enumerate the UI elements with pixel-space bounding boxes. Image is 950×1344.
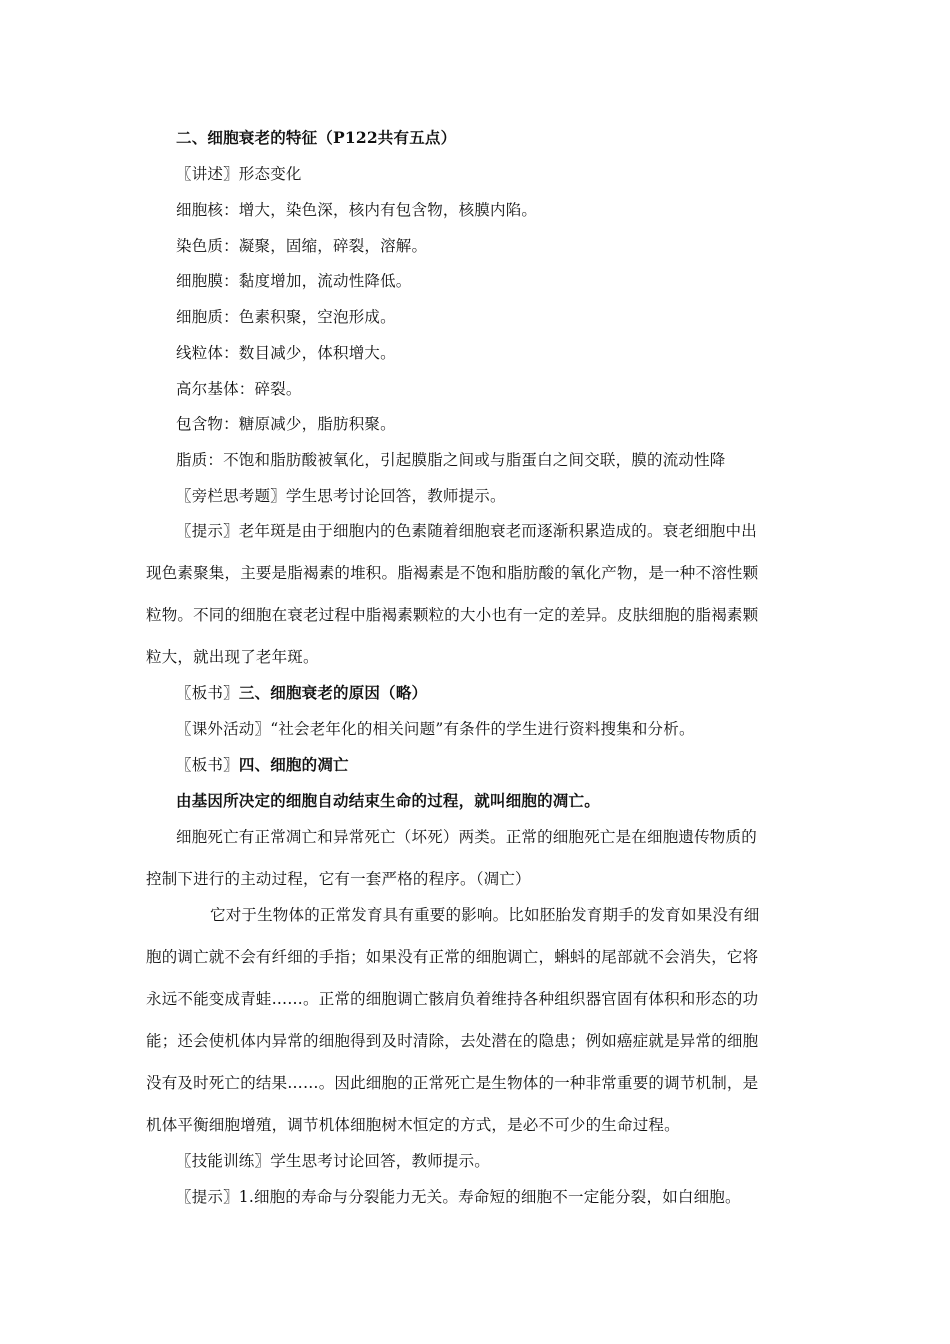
body-paragraph-line: 机体平衡细胞增殖，调节机体细胞树木恒定的方式，是必不可少的生命过程。 (146, 1116, 680, 1134)
apoptosis-definition: 由基因所决定的细胞自动结束生命的过程，就叫细胞的凋亡。 (176, 791, 600, 810)
item-cytoplasm: 细胞质：色素积聚，空泡形成。 (176, 308, 396, 326)
extracurricular-activity: 〖课外活动〗“社会老年化的相关问题”有条件的学生进行资料搜集和分析。 (176, 720, 695, 738)
board-label: 〖板书〗 (176, 756, 239, 774)
item-nucleus: 细胞核：增大，染色深，核内有包含物，核膜内陷。 (176, 201, 538, 219)
item-inclusions: 包含物：糖原减少，脂肪积聚。 (176, 415, 396, 433)
board-label: 〖板书〗 (176, 684, 239, 702)
sidebar-question: 〖旁栏思考题〗学生思考讨论回答，教师提示。 (176, 487, 506, 505)
lecture-morphology: 〖讲述〗形态变化 (176, 165, 302, 183)
heading-aging-features: 二、细胞衰老的特征（P122共有五点） (176, 128, 457, 147)
body-paragraph-line: 细胞死亡有正常凋亡和异常死亡（坏死）两类。正常的细胞死亡是在细胞遗传物质的 (176, 828, 757, 846)
body-paragraph-line: 它对于生物体的正常发育具有重要的影响。比如胚胎发育期手的发育如果没有细 (210, 906, 760, 924)
board-heading-apoptosis (176, 755, 349, 775)
item-chromatin: 染色质：凝聚，固缩，碎裂，溶解。 (176, 237, 428, 255)
item-cell-membrane: 细胞膜：黏度增加，流动性降低。 (176, 272, 412, 290)
board-title: 四、细胞的凋亡 (238, 755, 349, 774)
item-lipids: 脂质：不饱和脂肪酸被氧化，引起膜脂之间或与脂蛋白之间交联，膜的流动性降 (176, 451, 726, 469)
hint-paragraph-line: 粒物。不同的细胞在衰老过程中脂褐素颗粒的大小也有一定的差异。皮肤细胞的脂褐素颗 (146, 606, 759, 624)
hint-paragraph-line: 现色素聚集，主要是脂褐素的堆积。脂褐素是不饱和脂肪酸的氧化产物，是一种不溶性颗 (146, 564, 759, 582)
body-paragraph-line: 永远不能变成青蛙……。正常的细胞调亡骸肩负着维持各种组织器官固有体积和形态的功 (146, 990, 759, 1008)
body-paragraph-line: 能；还会使机体内异常的细胞得到及时清除，去处潜在的隐患；例如癌症就是异常的细胞 (146, 1032, 759, 1050)
hint-paragraph-line: 〖提示〗老年斑是由于细胞内的色素随着细胞衰老而逐渐积累造成的。衰老细胞中出 (176, 522, 757, 540)
skill-training: 〖技能训练〗学生思考讨论回答，教师提示。 (176, 1152, 491, 1170)
body-paragraph-line: 控制下进行的主动过程，它有一套严格的程序。（凋亡） (146, 870, 531, 888)
body-paragraph-line: 胞的调亡就不会有纤细的手指；如果没有正常的细胞调亡，蝌蚪的尾部就不会消失，它将 (146, 948, 759, 966)
hint-lifespan: 〖提示〗1.细胞的寿命与分裂能力无关。寿命短的细胞不一定能分裂，如白细胞。 (176, 1188, 741, 1206)
item-mitochondria: 线粒体：数目减少，体积增大。 (176, 344, 396, 362)
body-paragraph-line: 没有及时死亡的结果……。因此细胞的正常死亡是生物体的一种非常重要的调节机制，是 (146, 1074, 759, 1092)
hint-paragraph-line: 粒大，就出现了老年斑。 (146, 648, 319, 666)
board-title: 三、细胞衰老的原因（略） (238, 683, 428, 702)
item-golgi: 高尔基体：碎裂。 (176, 380, 302, 398)
board-heading-aging-causes (176, 683, 427, 703)
